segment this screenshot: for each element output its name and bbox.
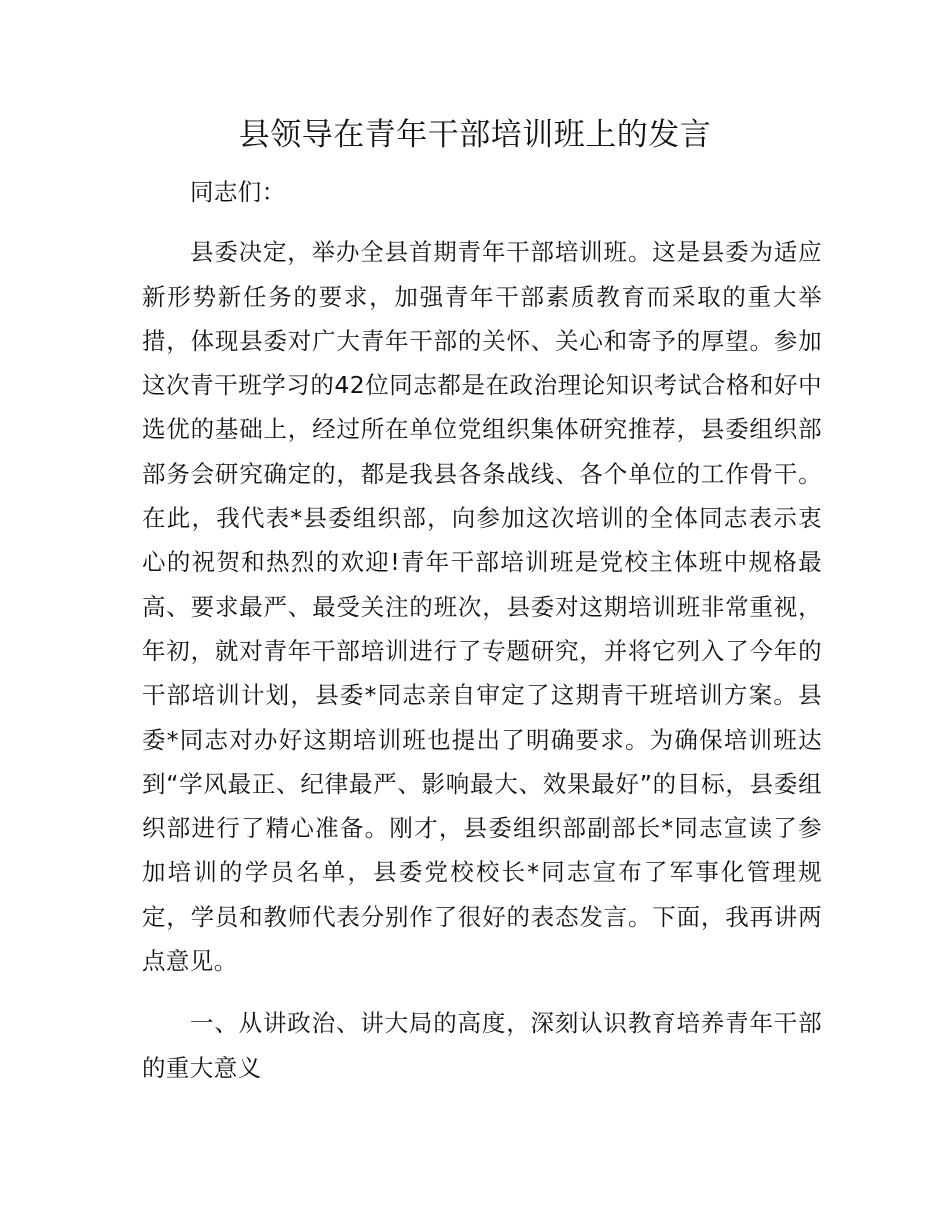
section-heading-1: 一、从讲政治、讲大局的高度，深刻认识教育培养青年干部的重大意义 xyxy=(142,1009,822,1082)
document-body xyxy=(142,170,822,1108)
document-title: 县领导在青年干部培训班上的发言 xyxy=(238,117,712,153)
greeting-paragraph: 同志们： xyxy=(190,178,286,206)
intro-paragraph: 县委决定，举办全县首期青年干部培训班。这是县委为适应新形势新任务的要求，加强青年干部素质教育而采取的重大举措，体现县委对广大青年干部的关怀、关心和寄予的厚望。参加这次青干班学习的42位同志都是在政治理论知识考试合格和好中选优的基础上，经过所在单位党组织集体研究推荐，县委组织部部务会研究确定的，都是我县各条战线、各个单位的工作骨干。在此，我代表*县委组织部，向参加这次培训的全体同志表示衷心的祝贺和热烈的欢迎!青年干部培训班是党校主体班中规格最高、要求最严、最受关注的班次，县委对这期培训班非常重视，年初，就对青年干部培训进行了专题研究，并将它列入了今年的干部培训计划，县委*同志亲自审定了这期青干班培训方案。县委*同志对办好这期培训班也提出了明确要求。为确保培训班达到“学风最正、纪律最严、影响最大、效果最好”的目标，县委组织部进行了精心准备。刚才，县委组织部副部长*同志宣读了参加培训的学员名单，县委党校校长*同志宣布了军事化管理规定，学员和教师代表分别作了很好的表态发言。下面，我再讲两点意见。 xyxy=(142,238,822,976)
